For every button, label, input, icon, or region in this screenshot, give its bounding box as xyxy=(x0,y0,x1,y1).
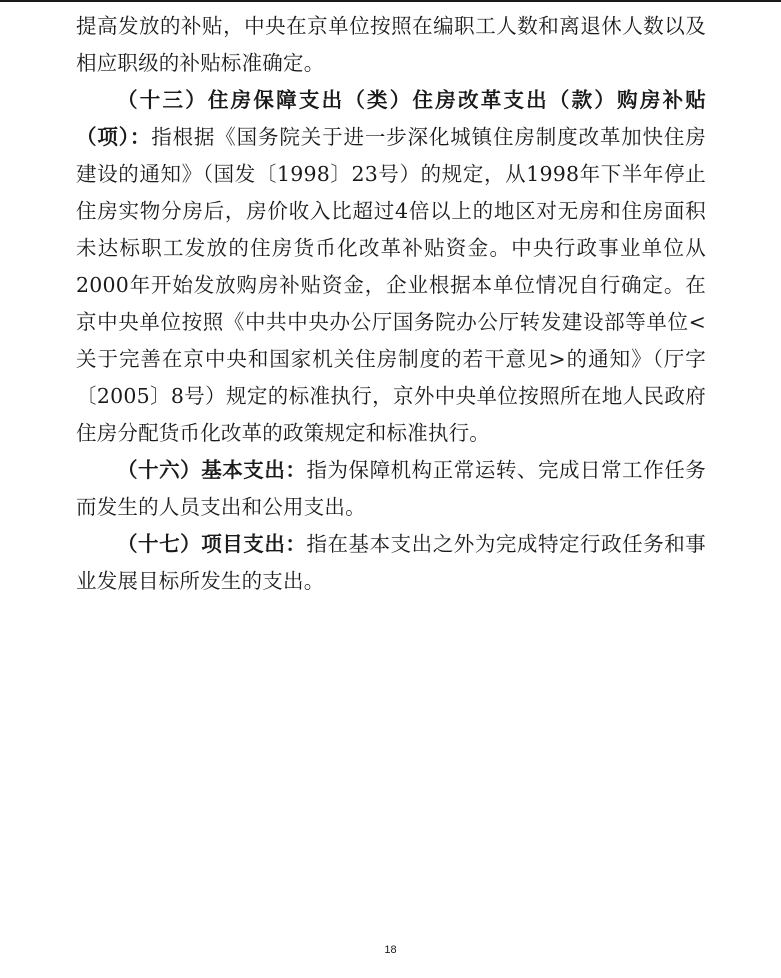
section-heading-17: （十七）项目支出： xyxy=(117,532,307,556)
paragraph-housing-subsidy xyxy=(76,82,706,452)
paragraph-project-expenditure xyxy=(76,526,706,600)
page-top-border xyxy=(0,0,781,2)
section-heading-13: （十三）住房保障支出（类）住房改革支出（款）购房补贴（项）： xyxy=(76,88,706,149)
paragraph-continuation xyxy=(76,8,706,82)
paragraph-text: 提高发放的补贴，中央在京单位按照在编职工人数和离退休人数以及相应职级的补贴标准确定。 xyxy=(76,14,706,75)
section-heading-16: （十六）基本支出： xyxy=(117,458,307,482)
paragraph-text: 指在基本支出之外为完成特定行政任务和事业发展目标所发生的支出。 xyxy=(76,532,706,593)
document-body xyxy=(76,8,706,600)
paragraph-text: 指根据《国务院关于进一步深化城镇住房制度改革加快住房建设的通知》（国发〔1998〕23号）的规定，从1998年下半年停止住房实物分房后，房价收入比超过4倍以上的地区对无房和住房面积未达标职工发放的住房货币化改革补贴资金。中央行政事业单位从2000年开始发放购房补贴资金，企业根据本单位情况自行确定。在京中央单位按照《中共中央办公厅国务院办公厅转发建设部等单位<关于完善在京中央和国家机关住房制度的若干意见>的通知》（厅字〔2005〕8号）规定的标准执行，京外中央单位按照所在地人民政府住房分配货币化改革的政策规定和标准执行。 xyxy=(76,125,706,445)
page-number: 18 xyxy=(384,944,397,956)
paragraph-basic-expenditure xyxy=(76,452,706,526)
paragraph-text: 指为保障机构正常运转、完成日常工作任务而发生的人员支出和公用支出。 xyxy=(76,458,706,519)
